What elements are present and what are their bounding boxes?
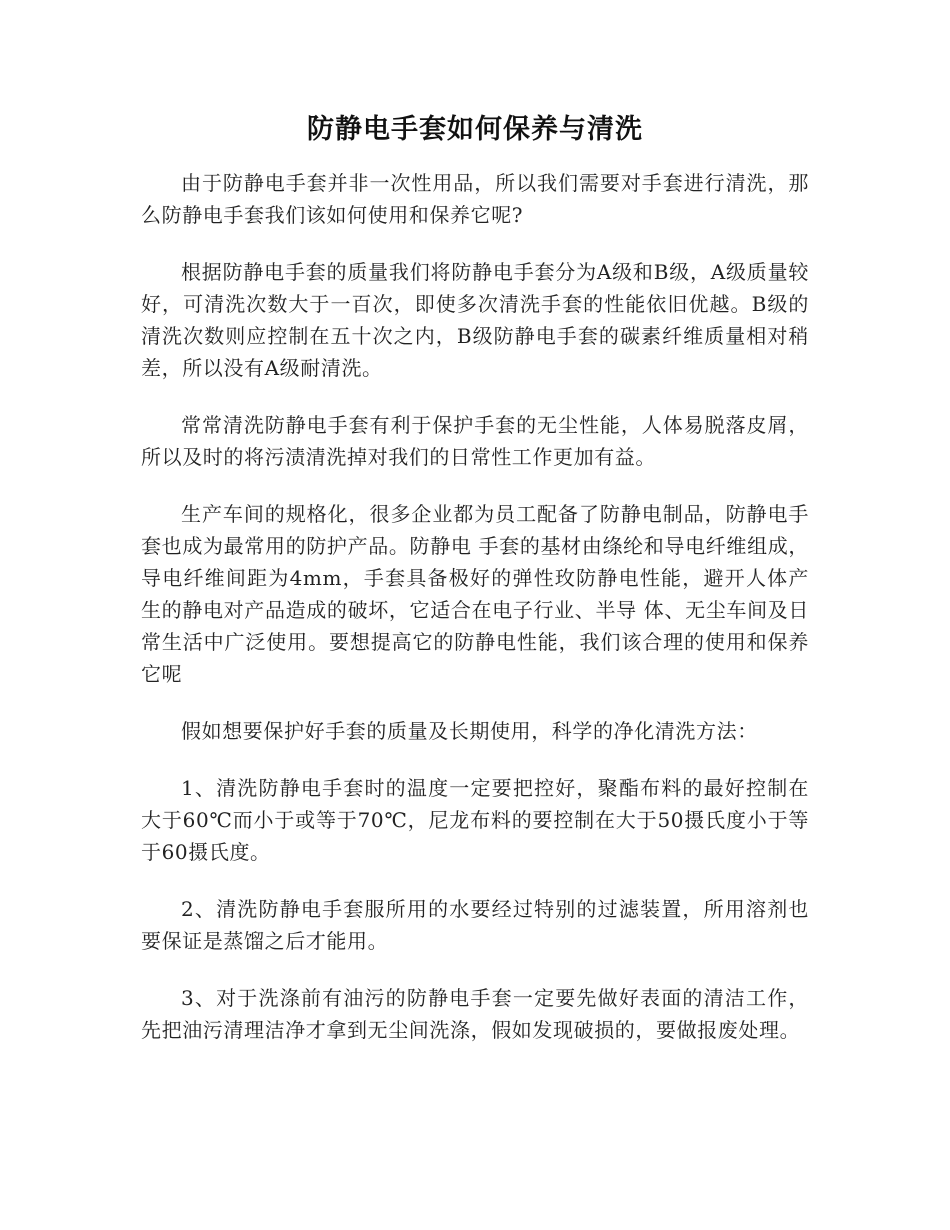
paragraph-step-2: 2、清洗防静电手套服所用的水要经过特别的过滤装置，所用溶剂也要保证是蒸馏之后才能用。 <box>141 897 809 953</box>
document-body <box>141 167 809 1071</box>
paragraph-background: 生产车间的规格化，很多企业都为员工配备了防静电制品，防静电手套也成为最常用的防护产品。防静电 手套的基材由绦纶和导电纤维组成，导电纤维间距为4mm，手套具备极好的弹性玫防静电性能，避开人体产生的静电对产品造成的破坏，它适合在电子行业、半导 体、无尘车间及日常生活中广泛使用。要想提高它的防静电性能，我们该合理的使用和保养它呢 <box>141 502 809 686</box>
paragraph-grades: 根据防静电手套的质量我们将防静电手套分为A级和B级，A级质量较好，可清洗次数大于一百次，即使多次清洗手套的性能依旧优越。B级的清洗次数则应控制在五十次之内，B级防静电手套的碳素纤维质量相对稍差，所以没有A级耐清洗。 <box>141 260 809 380</box>
paragraph-benefits: 常常清洗防静电手套有利于保护手套的无尘性能，人体易脱落皮屑，所以及时的将污渍清洗掉对我们的日常性工作更加有益。 <box>141 413 809 469</box>
paragraph-step-1: 1、清洗防静电手套时的温度一定要把控好，聚酯布料的最好控制在大于60℃而小于或等于70℃，尼龙布料的要控制在大于50摄氏度小于等于60摄氏度。 <box>141 776 809 864</box>
paragraph-intro: 由于防静电手套并非一次性用品，所以我们需要对手套进行清洗，那么防静电手套我们该如何使用和保养它呢? <box>141 171 809 227</box>
paragraph-step-3: 3、对于洗涤前有油污的防静电手套一定要先做好表面的清洁工作，先把油污清理洁净才拿到无尘间洗涤，假如发现破损的，要做报废处理。 <box>141 986 809 1042</box>
document-title: 防静电手套如何保养与清洗 <box>307 114 643 145</box>
paragraph-method-intro: 假如想要保护好手套的质量及长期使用，科学的净化清洗方法： <box>181 719 758 743</box>
